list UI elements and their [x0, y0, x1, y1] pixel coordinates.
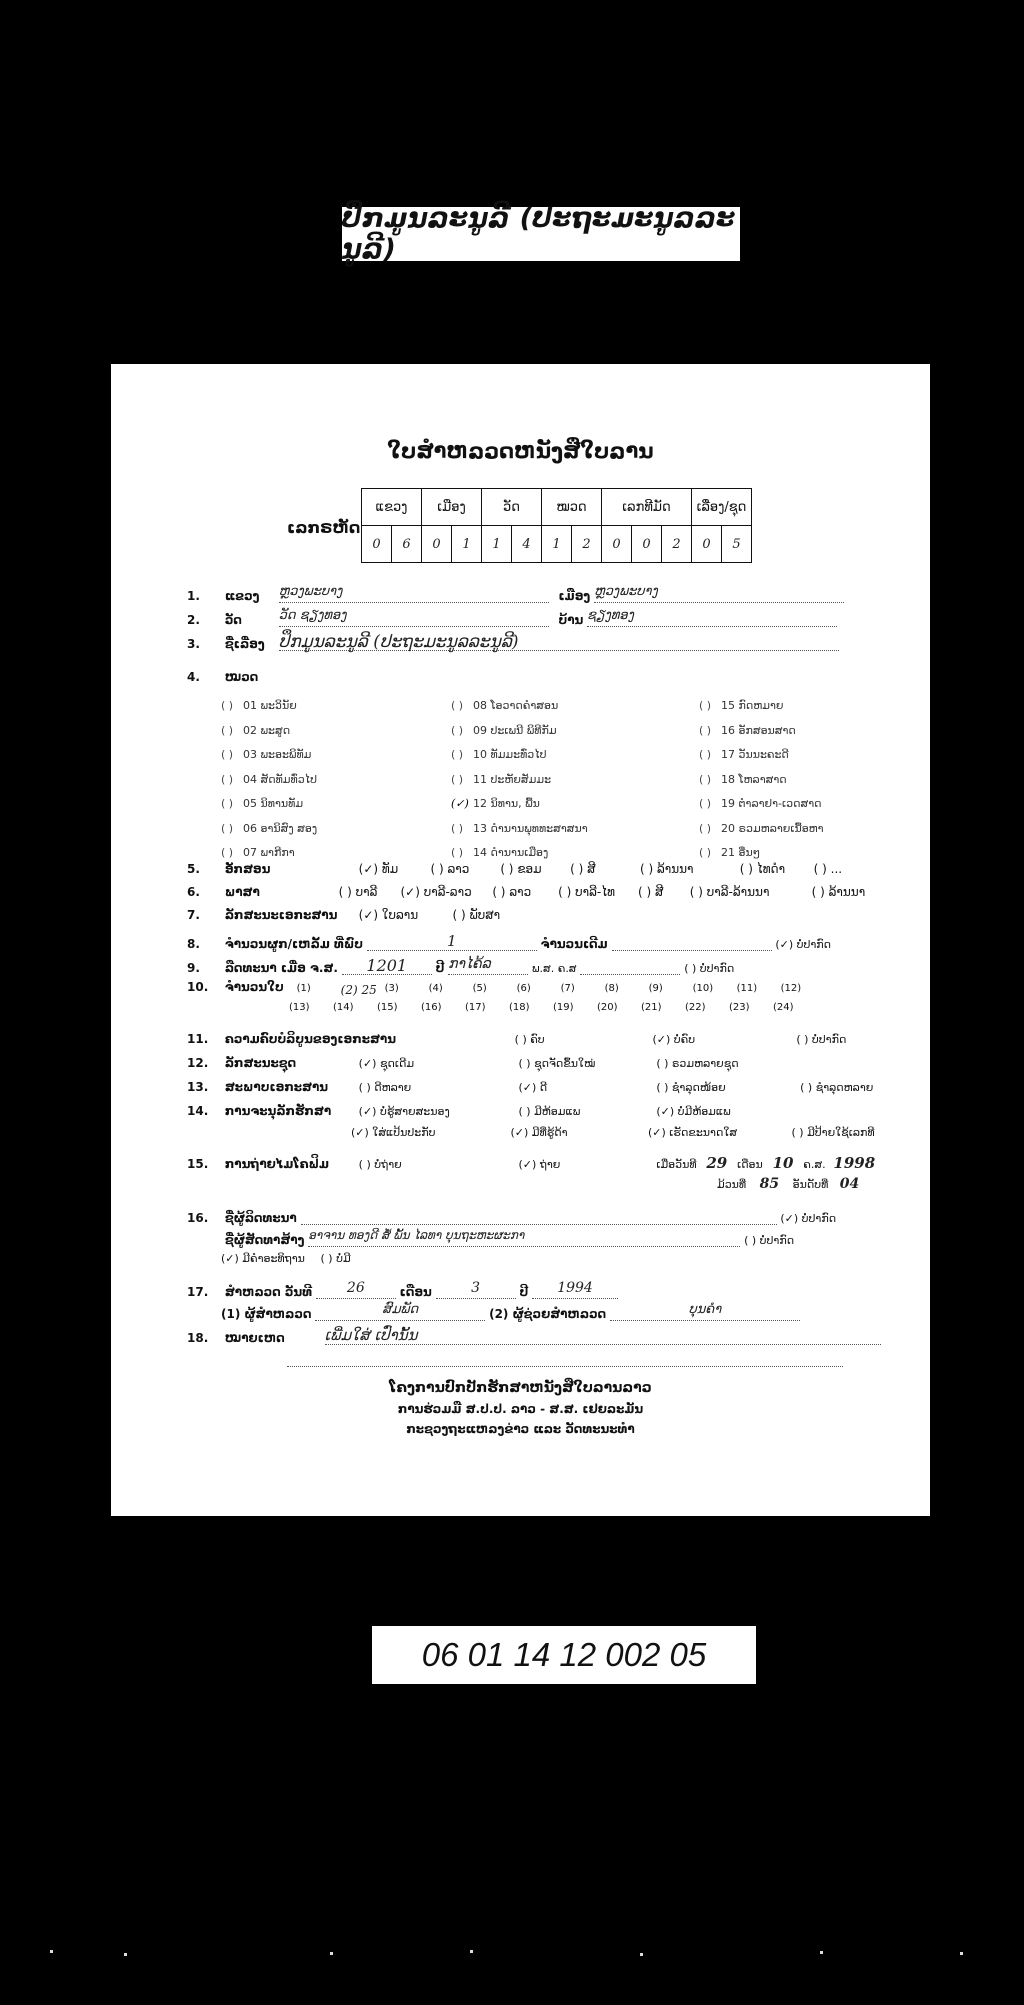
- film-speck: [960, 1952, 963, 1955]
- field-label: ຄວາມຄົບບໍລິບູນຂອງເອກະສານ: [224, 1032, 396, 1046]
- microfilm-day-value: 29: [706, 1154, 728, 1172]
- field-label: ຊື່ຜູ້ລິດທະນາ: [224, 1211, 297, 1225]
- field-number: 13.: [187, 1080, 209, 1094]
- surveyor-row: [221, 1302, 800, 1321]
- blessing-option-checked: (✓) ມີຄຳອະທິຖານ: [221, 1252, 305, 1265]
- field-label: ຈຳນວນເດີມ: [540, 937, 608, 951]
- category-column-3: [699, 694, 824, 866]
- field-number: 18.: [187, 1331, 209, 1345]
- leaf-count-cell: (5): [472, 983, 487, 994]
- code-header-row: [362, 489, 752, 526]
- field-label: ຈຳນວນຜູກ/ເຫລັ້ມ ທີ່ພົບ: [224, 937, 363, 951]
- code-header-district: ເມືອງ: [422, 489, 482, 526]
- category-option: ( ) 18 ໂຫລາສາດ: [699, 772, 787, 786]
- set-type-row: [187, 1056, 739, 1070]
- preservation-option-checked: (✓) ບໍ່ຮູ້ສາຍສະນອງ: [358, 1105, 450, 1118]
- microfilm-row: [187, 1154, 875, 1172]
- language-option: ( ) ສີ: [637, 885, 664, 899]
- scribe-row: [187, 1206, 836, 1225]
- bundle-count-row: [187, 932, 831, 951]
- code-header-province: ແຂວງ: [362, 489, 422, 526]
- code-digit: 0: [422, 526, 452, 563]
- code-label: ເລກຣຫັດ: [287, 518, 361, 537]
- field-number: 5.: [187, 862, 200, 876]
- form-heading: ໃບສຳຫລວດຫນັງສືໃບລານ: [387, 439, 654, 463]
- code-header-story: ເລື່ອງ/ຊຸດ: [692, 489, 752, 526]
- preservation-option-checked: (✓) ໃສ່ແປ້ນປະກັບ: [351, 1126, 436, 1139]
- leaf-count-grid-row-2: [289, 1002, 807, 1013]
- not-found-option-checked: (✓) ບໍ່ປາກົດ: [780, 1212, 837, 1225]
- film-speck: [640, 1953, 643, 1956]
- field-label: ເດືອນ: [737, 1158, 763, 1171]
- language-option: ( ) ບາລີ-ລ້ານນາ: [689, 885, 770, 899]
- copy-date-row: [187, 956, 734, 975]
- leaf-count-cell: (19): [553, 1002, 574, 1013]
- preservation-option-checked: (✓) ເຮັດຂະນາດໃສ: [648, 1126, 738, 1139]
- footer-project-name: ໂຄງການປົກປັກຮັກສາຫນັງສືໃບລານລາວ: [389, 1380, 652, 1396]
- district-value: ຫຼວງພະບາງ: [594, 584, 844, 603]
- code-digit: 1: [452, 526, 482, 563]
- not-found-option: ( ) ບໍ່ປາກົດ: [684, 962, 735, 975]
- code-digit: 6: [392, 526, 422, 563]
- code-digit: 0: [692, 526, 722, 563]
- category-option: ( ) 04 ສັດທັມທົ່ວໄປ: [221, 772, 317, 786]
- category-option: ( ) 15 ກົດຫມາຍ: [699, 699, 784, 712]
- script-option: ( ) ລາວ: [430, 862, 470, 876]
- category-option: ( ) 14 ດຳນານເມືອງ: [451, 846, 549, 859]
- province-value: ຫຼວງພະບາງ: [279, 584, 549, 603]
- footer-ministry: ກະຊວງຖະແຫລງຂ່າວ ແລະ ວັດທະນະທຳ: [406, 1422, 635, 1436]
- leaf-count-cell: (17): [465, 1002, 486, 1013]
- field-number: 12.: [187, 1056, 209, 1070]
- category-option: ( ) 16 ອັກສອນສາດ: [699, 723, 796, 737]
- script-option: ( ) ...: [813, 862, 843, 876]
- copy-year-name-value: ກາໄຄ້ລ: [448, 956, 528, 975]
- field-number: 16.: [187, 1211, 209, 1225]
- remarks-row-2: [287, 1348, 843, 1367]
- survey-date-row: [187, 1280, 618, 1299]
- microfilm-roll-row: [717, 1176, 859, 1192]
- preservation-option: ( ) ມີຫ້ອມແພ: [518, 1105, 581, 1118]
- code-digit: 1: [542, 526, 572, 563]
- language-option: ( ) ບາລີ-ໄທ: [558, 885, 615, 899]
- leaf-count-cell: (10): [692, 983, 714, 994]
- document-title-label: ປຶກມູນລະນູລີ (ປະຖະມະນູລລະນູລີ): [342, 207, 740, 261]
- language-option: ( ) ບາລີ: [338, 885, 378, 899]
- field-label: (2) ຜູ້ຊ່ວຍສຳຫລວດ: [489, 1307, 607, 1321]
- condition-option-checked: (✓) ດີ: [518, 1081, 548, 1094]
- document-type-option: ( ) ພັບສາ: [452, 908, 501, 922]
- category-option: ( ) 19 ຕຳລາຢາ-ເວດສາດ: [699, 797, 822, 810]
- field-number: 14.: [187, 1104, 209, 1118]
- language-option: ( ) ລ້ານນາ: [811, 885, 866, 899]
- microfilm-month-value: 10: [772, 1154, 794, 1172]
- category-option: ( ) 09 ປະເພນີ ພິທີກັມ: [451, 723, 557, 737]
- field-label: ພາສາ: [224, 885, 260, 899]
- field-title-row: [187, 632, 839, 651]
- script-option: ( ) ສີ: [570, 862, 596, 876]
- category-option: ( ) 01 ພະວິນັຍ: [221, 699, 297, 712]
- film-speck: [470, 1950, 473, 1953]
- field-label: (1) ຜູ້ສຳຫລວດ: [221, 1307, 312, 1321]
- leaf-count-cell: (15): [377, 1002, 398, 1013]
- field-label: ພ.ສ. ຄ.ສ: [531, 962, 577, 975]
- field-label: ການຈະນຸລັກຮັກສາ: [224, 1104, 332, 1118]
- copy-year-be-line: [580, 956, 680, 975]
- script-option: ( ) ລ້ານນາ: [639, 862, 694, 876]
- language-option-checked: (✓) ບາລີ-ລາວ: [400, 885, 472, 899]
- field-label: ປີ: [519, 1285, 529, 1299]
- donor-value: ອາຈານ ທອງດີ ສໍ້ ພັ້ນ ໄລທາ ບຸນຖະຫະຜະກາ: [308, 1228, 740, 1247]
- reference-number-label: 06 01 14 12 002 05: [372, 1626, 756, 1684]
- field-label: ຄ.ສ.: [803, 1158, 826, 1171]
- code-digit: 0: [602, 526, 632, 563]
- scribe-line: [301, 1206, 777, 1225]
- field-label: ສະພາບເອກະສານ: [224, 1080, 329, 1094]
- film-speck: [50, 1950, 53, 1953]
- footer-cooperation: ການຮ່ວມມື ສ.ປ.ປ. ລາວ - ສ.ສ. ເຢຍລະມັນ: [397, 1402, 644, 1416]
- microfilm-option-checked: (✓) ຖ່າຍ: [518, 1158, 561, 1171]
- set-type-option: ( ) ຊຸດຈັດຂຶ້ນໃໝ່: [518, 1057, 596, 1070]
- remarks-value: ເພີ່ມໃສ່ ເປົ່ານັ້ນ: [325, 1326, 881, 1345]
- remarks-line: [287, 1348, 843, 1367]
- code-digit: 0: [362, 526, 392, 563]
- field-label: ຊື່ຜູ້ສັດທາສ້າງ: [224, 1233, 305, 1247]
- category-option: ( ) 06 ອານິສົງ ສອງ: [221, 821, 318, 835]
- film-speck: [330, 1952, 333, 1955]
- bundle-count-value: 1: [367, 932, 537, 951]
- document-type-row: [187, 908, 500, 922]
- field-number: 6.: [187, 885, 200, 899]
- condition-row: [187, 1080, 873, 1094]
- category-option-checked: (✓) 12 ນິທານ, ພື້ນ: [451, 797, 540, 810]
- category-option: ( ) 07 ພາກີກາ: [221, 846, 295, 859]
- not-found-option: ( ) ບໍ່ປາກົດ: [744, 1234, 795, 1247]
- code-digit-row: [362, 526, 752, 563]
- code-header-category: ໝວດ: [542, 489, 602, 526]
- field-number: 7.: [187, 908, 200, 922]
- leaf-count-cell: (18): [509, 1002, 530, 1013]
- field-label: ສຳຫລວດ ວັນທີ: [224, 1285, 313, 1299]
- leaf-count-cell: (20): [597, 1002, 618, 1013]
- leaf-count-cell: (6): [516, 983, 531, 994]
- leaf-count-cell: (16): [421, 1002, 442, 1013]
- set-type-option-checked: (✓) ຊຸດເດີມ: [358, 1057, 415, 1070]
- field-number: 11.: [187, 1032, 209, 1046]
- film-speck: [124, 1953, 127, 1956]
- completeness-option: ( ) ບໍ່ປາກົດ: [796, 1033, 847, 1046]
- completeness-row: [187, 1032, 846, 1046]
- field-label: ລັກສະນະຊຸດ: [224, 1056, 297, 1070]
- category-column-2: [451, 694, 588, 866]
- preservation-option: ( ) ມີປ້າຍໃຊ້ເລກທີ: [791, 1126, 875, 1139]
- original-count-line: [612, 932, 772, 951]
- field-number: 2.: [187, 613, 200, 627]
- set-type-option: ( ) ຣວມຫລາຍຊຸດ: [656, 1057, 739, 1070]
- field-number: 3.: [187, 637, 200, 651]
- field-temple-row: [187, 608, 837, 627]
- field-label: ລືດທະນາ ເມື່ອ ຈ.ສ.: [224, 961, 338, 975]
- condition-option: ( ) ດີຫລາຍ: [358, 1081, 412, 1094]
- leaf-count-cell: (1): [296, 983, 311, 994]
- code-header-bundle: ເລກທີມັດ: [602, 489, 692, 526]
- village-value: ຊຽງທອງ: [587, 608, 837, 627]
- donor-row: [187, 1228, 794, 1247]
- code-digit: 0: [632, 526, 662, 563]
- leaf-count-cell: (22): [685, 1002, 706, 1013]
- field-number: 1.: [187, 589, 200, 603]
- code-digit: 4: [512, 526, 542, 563]
- preservation-row: [187, 1104, 731, 1118]
- manuscript-title-value: ປຶກມູນລະນູລີ (ປະຖະມະນູລລະນູລີ): [279, 632, 839, 651]
- leaf-count-cell: (9): [648, 983, 663, 994]
- preservation-row-2: [351, 1126, 875, 1139]
- field-number: 15.: [187, 1157, 209, 1171]
- category-option: ( ) 10 ທັມມະທົ່ວໄປ: [451, 748, 547, 761]
- completeness-option: ( ) ຄົບ: [514, 1033, 545, 1046]
- field-label: ວັດ: [224, 613, 242, 627]
- surveyor-value: ສົມພັດ: [315, 1302, 485, 1321]
- category-option: ( ) 05 ນິທານທັມ: [221, 797, 304, 810]
- field-label: ການຖ່າຍໄມໂຄຟິມ: [224, 1157, 330, 1171]
- leaf-count-cell: (24): [773, 1002, 794, 1013]
- category-option: ( ) 21 ອື່ນໆ: [699, 846, 761, 859]
- condition-option: ( ) ຊຳລຸດຫລາຍ: [800, 1081, 874, 1094]
- field-label: ລັກສະນະເອກະສານ: [224, 908, 338, 922]
- code-table: [361, 488, 752, 563]
- script-row: [187, 862, 842, 876]
- field-label: ໝາຍເຫດ: [224, 1331, 285, 1345]
- field-number: 4.: [187, 670, 200, 684]
- script-option-checked: (✓) ທັມ: [358, 862, 399, 876]
- code-digit: 1: [482, 526, 512, 563]
- preservation-option-checked: (✓) ມີທີ່ຮູ້ດ້າ: [510, 1126, 568, 1139]
- microfilm-frame-value: 04: [839, 1176, 860, 1192]
- blessing-row: [221, 1252, 351, 1265]
- survey-year-value: 1994: [532, 1280, 618, 1299]
- assistant-value: ບຸນຄຳ: [610, 1302, 800, 1321]
- microfilm-year-value: 1998: [833, 1154, 876, 1172]
- field-label: ມ້ວນທີ່: [717, 1178, 747, 1191]
- field-label: ຊື່ເລື່ອງ: [224, 637, 265, 651]
- category-option: ( ) 08 ໂອວາດຄຳສອນ: [451, 699, 559, 712]
- field-label: ປີ: [435, 961, 445, 975]
- leaf-count-cell: (7): [560, 983, 575, 994]
- microfilm-roll-value: 85: [759, 1176, 780, 1192]
- survey-day-value: 26: [316, 1280, 396, 1299]
- field-label: ອັກສອນ: [224, 862, 271, 876]
- field-label: ຈຳນວນໃບ: [224, 980, 284, 994]
- field-label: ບ້ານ: [558, 613, 584, 627]
- field-label: ເມືອງ: [558, 589, 591, 603]
- survey-form-card: [111, 364, 930, 1516]
- leaf-count-cell: (8): [604, 983, 619, 994]
- field-label: ແຂວງ: [224, 589, 260, 603]
- temple-value: ວັດ ຊຽງທອງ: [279, 608, 549, 627]
- leaf-count-grid-row-1: [297, 983, 815, 997]
- field-number: 10.: [187, 980, 209, 994]
- field-label: ໝວດ: [224, 670, 259, 684]
- script-option: ( ) ໄທດຳ: [739, 862, 786, 876]
- copy-year-cs-value: 1201: [342, 956, 432, 975]
- code-digit: 2: [572, 526, 602, 563]
- category-option: ( ) 11 ປະຫັຍສັມມະ: [451, 772, 552, 786]
- microfilm-option: ( ) ບໍ່ຖ່າຍ: [358, 1158, 402, 1171]
- leaf-count-cell: (14): [333, 1002, 354, 1013]
- leaf-count-cell: (21): [641, 1002, 662, 1013]
- category-section-label: [187, 670, 258, 684]
- category-option: ( ) 02 ພະສູດ: [221, 723, 291, 737]
- category-column-1: [221, 694, 317, 866]
- code-header-temple: ວັດ: [482, 489, 542, 526]
- language-row: [187, 885, 865, 899]
- category-option: ( ) 03 ພະອະພິທັມ: [221, 748, 312, 761]
- category-option: ( ) 20 ຣວມຫລາຍເນື້ອຫາ: [699, 821, 824, 835]
- leaf-count-cell: (12): [780, 983, 802, 994]
- leaf-count-cell: (11): [736, 983, 758, 994]
- leaf-count-cell: (4): [428, 983, 443, 994]
- field-number: 8.: [187, 937, 200, 951]
- remarks-row: [187, 1326, 881, 1345]
- leaf-count-cell: (13): [289, 1002, 310, 1013]
- field-label: ເມື່ອວັນທີ: [656, 1158, 697, 1171]
- survey-month-value: 3: [436, 1280, 516, 1299]
- field-number: 17.: [187, 1285, 209, 1299]
- not-found-option: (✓) ບໍ່ປາກົດ: [775, 938, 832, 951]
- leaf-count-cell: (3): [384, 983, 399, 994]
- field-province-row: [187, 584, 844, 603]
- film-speck: [820, 1951, 823, 1954]
- script-option: ( ) ຂອມ: [500, 862, 542, 876]
- leaf-count-cell: (2) 25: [340, 983, 377, 997]
- language-option: ( ) ລາວ: [492, 885, 532, 899]
- category-option: ( ) 17 ວັນນະຄະດີ: [699, 748, 789, 761]
- preservation-option-checked: (✓) ບໍ່ມີຫ້ອມແພ: [656, 1105, 731, 1118]
- completeness-option-checked: (✓) ບໍ່ຄົບ: [652, 1033, 696, 1046]
- field-number: 9.: [187, 961, 200, 975]
- blessing-option: ( ) ບໍ່ມີ: [320, 1252, 351, 1265]
- condition-option: ( ) ຊຳລຸດໜ້ອຍ: [656, 1081, 726, 1094]
- field-label: ເດືອນ: [399, 1285, 432, 1299]
- code-digit: 2: [662, 526, 692, 563]
- category-option: ( ) 13 ດຳນານພຸທທະສາສນາ: [451, 821, 588, 835]
- leaf-count-cell: (23): [729, 1002, 750, 1013]
- leaf-count-row: [187, 980, 815, 997]
- code-digit: 5: [722, 526, 752, 563]
- field-label: ອັນດັບທີ່: [792, 1178, 829, 1191]
- document-type-option-checked: (✓) ໃບລານ: [358, 908, 419, 922]
